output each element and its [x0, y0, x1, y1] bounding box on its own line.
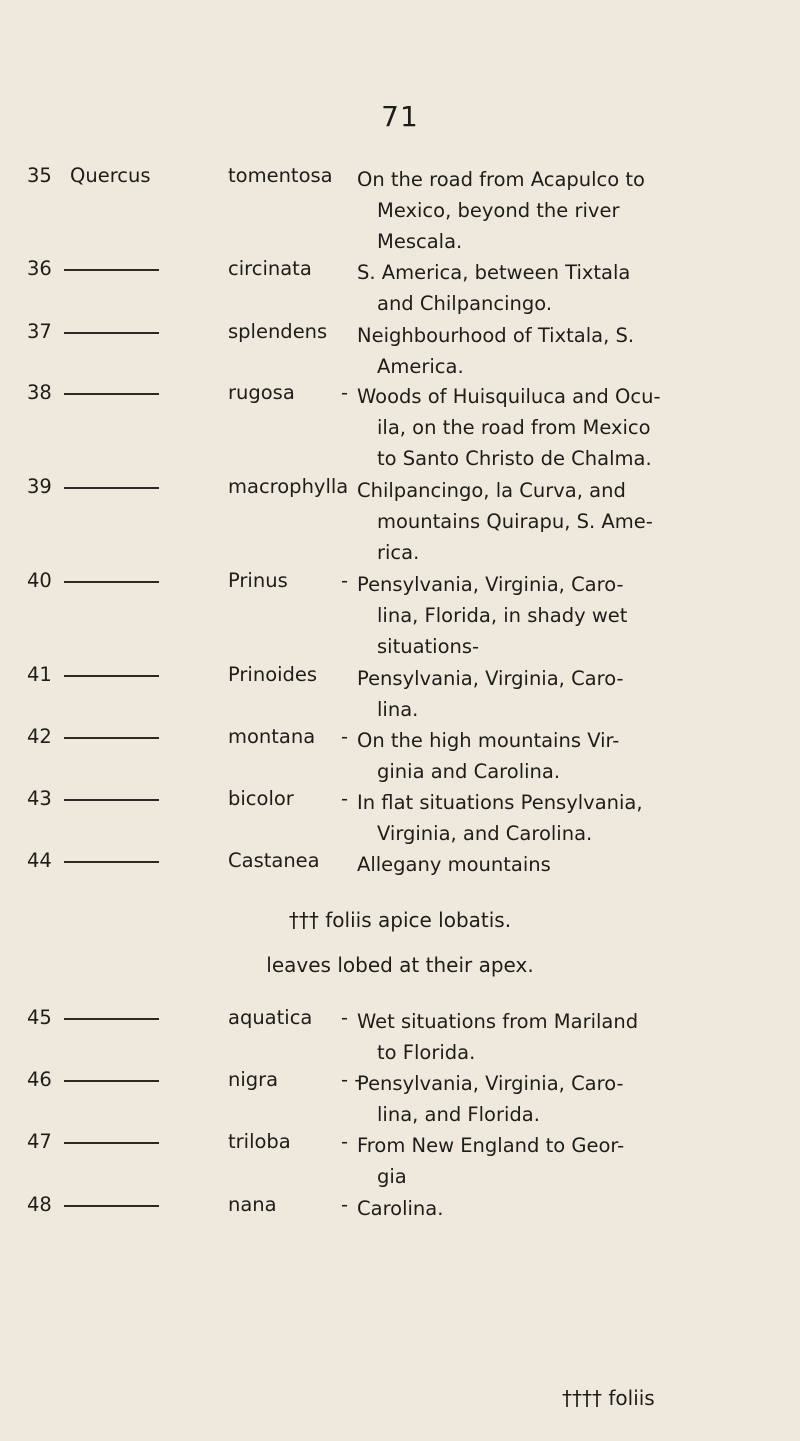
locality-line: Neighbourhood of Tixtala, S. [357, 324, 635, 347]
ditto-dash [64, 1142, 159, 1144]
ditto-dash [64, 487, 159, 489]
species-name: macrophylla [228, 475, 349, 498]
separator-dash: - [341, 381, 349, 404]
species-name: triloba [228, 1130, 291, 1153]
locality-line: to Santo Christo de Chalma. [377, 447, 652, 470]
locality-text [357, 320, 787, 382]
species-name: nigra [228, 1068, 279, 1091]
locality-text [357, 725, 787, 787]
entry-number: 47 [27, 1130, 52, 1153]
locality-line: Pensylvania, Virginia, Caro- [357, 667, 624, 690]
locality-text [357, 257, 787, 319]
entry-number: 35 [27, 164, 52, 187]
entry-number: 41 [27, 663, 52, 686]
ditto-dash [64, 861, 159, 863]
locality-text [357, 1006, 787, 1068]
locality-line: ila, on the road from Mexico [377, 416, 651, 439]
species-name: montana [228, 725, 316, 748]
locality-line: Mexico, beyond the river [377, 199, 620, 222]
locality-line: lina. [377, 698, 419, 721]
locality-text [357, 1130, 787, 1192]
locality-line: gia [377, 1165, 407, 1188]
locality-line: lina, Florida, in shady wet [377, 604, 628, 627]
locality-line: Wet situations from Mariland [357, 1010, 639, 1033]
species-name: Prinoides [228, 663, 318, 686]
locality-text [357, 1068, 787, 1130]
locality-line: mountains Quirapu, S. Ame- [377, 510, 653, 533]
locality-line: and Chilpancingo. [377, 292, 553, 315]
entry-number: 39 [27, 475, 52, 498]
entry-number: 48 [27, 1193, 52, 1216]
separator-dash: - [341, 569, 349, 592]
catchword: †††† foliis [562, 1386, 655, 1410]
ditto-dash [64, 1080, 159, 1082]
species-name: tomentosa [228, 164, 333, 187]
entry-number: 42 [27, 725, 52, 748]
entry-number: 40 [27, 569, 52, 592]
locality-line: From New England to Geor- [357, 1134, 625, 1157]
entry-number: 43 [27, 787, 52, 810]
locality-line: Mescala. [377, 230, 463, 253]
locality-line: rica. [377, 541, 420, 564]
locality-line: Chilpancingo, la Curva, and [357, 479, 626, 502]
entry-number: 38 [27, 381, 52, 404]
locality-line: In flat situations Pensylvania, [357, 791, 643, 814]
locality-text [357, 569, 787, 662]
section-heading-latin: ††† foliis apice lobatis. [288, 908, 512, 932]
species-name: Prinus [228, 569, 288, 592]
locality-text [357, 164, 787, 257]
ditto-dash [64, 1018, 159, 1020]
ditto-dash [64, 393, 159, 395]
locality-line: On the road from Acapulco to [357, 168, 645, 191]
ditto-dash [64, 799, 159, 801]
species-name: Castanea [228, 849, 320, 872]
locality-line: Virginia, and Carolina. [377, 822, 593, 845]
ditto-dash [64, 675, 159, 677]
species-name: bicolor [228, 787, 294, 810]
species-name: rugosa [228, 381, 295, 404]
locality-line: lina, and Florida. [377, 1103, 540, 1126]
ditto-dash [64, 332, 159, 334]
locality-text [357, 787, 787, 849]
species-name: splendens [228, 320, 328, 343]
separator-dash: - [341, 1193, 349, 1216]
species-name: circinata [228, 257, 312, 280]
locality-text [357, 663, 787, 725]
ditto-dash [64, 269, 159, 271]
section-heading-english: leaves lobed at their apex. [266, 953, 534, 977]
entry-number: 44 [27, 849, 52, 872]
page-number: 71 [381, 100, 419, 133]
locality-line: ginia and Carolina. [377, 760, 561, 783]
separator-dash: - [341, 725, 349, 748]
separator-dash: - [341, 1006, 349, 1029]
ditto-dash [64, 737, 159, 739]
locality-line: On the high mountains Vir- [357, 729, 620, 752]
entry-number: 36 [27, 257, 52, 280]
locality-line: Carolina. [357, 1197, 444, 1220]
separator-dash: - [341, 1130, 349, 1153]
locality-text [357, 475, 787, 568]
species-name: nana [228, 1193, 277, 1216]
locality-text [357, 381, 787, 474]
locality-line: Pensylvania, Virginia, Caro- [357, 1072, 624, 1095]
entry-number: 45 [27, 1006, 52, 1029]
ditto-dash [64, 581, 159, 583]
locality-line: situations- [377, 635, 480, 658]
locality-line: Woods of Huisquiluca and Ocu- [357, 385, 661, 408]
separator-dash: - - [341, 1068, 362, 1091]
locality-line: to Florida. [377, 1041, 476, 1064]
locality-text [357, 1193, 787, 1224]
locality-text [357, 849, 787, 880]
genus-name: Quercus [70, 164, 151, 187]
locality-line: America. [377, 355, 464, 378]
species-name: aquatica [228, 1006, 313, 1029]
entry-number: 46 [27, 1068, 52, 1091]
ditto-dash [64, 1205, 159, 1207]
locality-line: S. America, between Tixtala [357, 261, 631, 284]
separator-dash: - [341, 787, 349, 810]
locality-line: Pensylvania, Virginia, Caro- [357, 573, 624, 596]
locality-line: Allegany mountains [357, 853, 551, 876]
entry-number: 37 [27, 320, 52, 343]
